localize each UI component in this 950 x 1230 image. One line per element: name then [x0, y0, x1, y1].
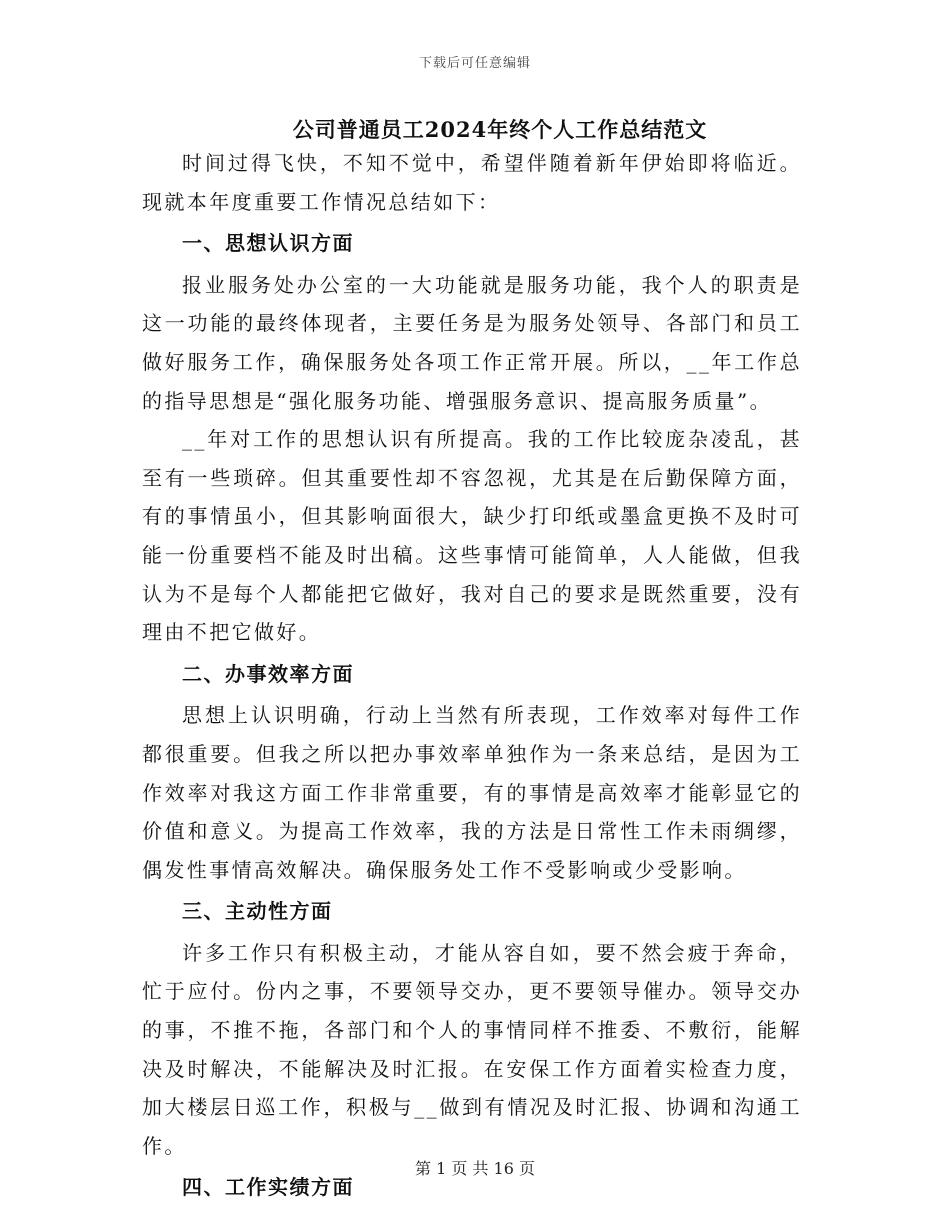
document-title: 公司普通员工2024年终个人工作总结范文 — [292, 117, 708, 142]
section-heading: 三、主动性方面 — [182, 899, 333, 924]
paragraph: 思想上认识明确，行动上当然有所表现，工作效率对每件工作都很重要。但我之所以把办事效率单独作为一条来总结，是因为工作效率对我这方面工作非常重要，有的事情是高效率才能彰显它的价值和意义。为提高工作效率，我的方法是日常性工作未雨绸缪，偶发性事情高效解决。确保服务处工作不受影响或少受影响。 — [142, 703, 802, 882]
paragraph: __年对工作的思想认识有所提高。我的工作比较庞杂凌乱，甚至有一些琐碎。但其重要性却不容忽视，尤其是在后勤保障方面，有的事情虽小，但其影响面很大，缺少打印纸或墨盒更换不及时可能一份重要档不能及时出稿。这些事情可能简单，人人能做，但我认为不是每个人都能把它做好，我对自己的要求是既然重要，没有理由不把它做好。 — [142, 427, 802, 645]
page-footer: 第 1 页 共 16 页 — [415, 1159, 535, 1178]
paragraph: 许多工作只有积极主动，才能从容自如，要不然会疲于奔命，忙于应付。份内之事，不要领导交办，更不要领导催办。领导交办的事，不推不拖，各部门和个人的事情同样不推委、不敷衍，能解决及时解决，不能解决及时汇报。在安保工作方面着实检查力度，加大楼层日巡工作，积极与__做到有情况及时汇报、协调和沟通工作。 — [142, 940, 802, 1158]
paragraph: 时间过得飞快，不知不觉中，希望伴随着新年伊始即将临近。现就本年度重要工作情况总结如下： — [142, 151, 802, 214]
section-heading: 二、办事效率方面 — [182, 661, 354, 686]
document-body — [142, 144, 802, 1210]
section-heading: 四、工作实绩方面 — [182, 1175, 354, 1200]
paragraph: 报业服务处办公室的一大功能就是服务功能，我个人的职责是这一功能的最终体现者，主要任务是为服务处领导、各部门和员工做好服务工作，确保服务处各项工作正常开展。所以，__年工作总的指导思想是“强化服务功能、增强服务意识、提高服务质量”。 — [142, 272, 802, 413]
header-note: 下载后可任意编辑 — [418, 56, 531, 71]
section-heading: 一、思想认识方面 — [182, 231, 354, 256]
